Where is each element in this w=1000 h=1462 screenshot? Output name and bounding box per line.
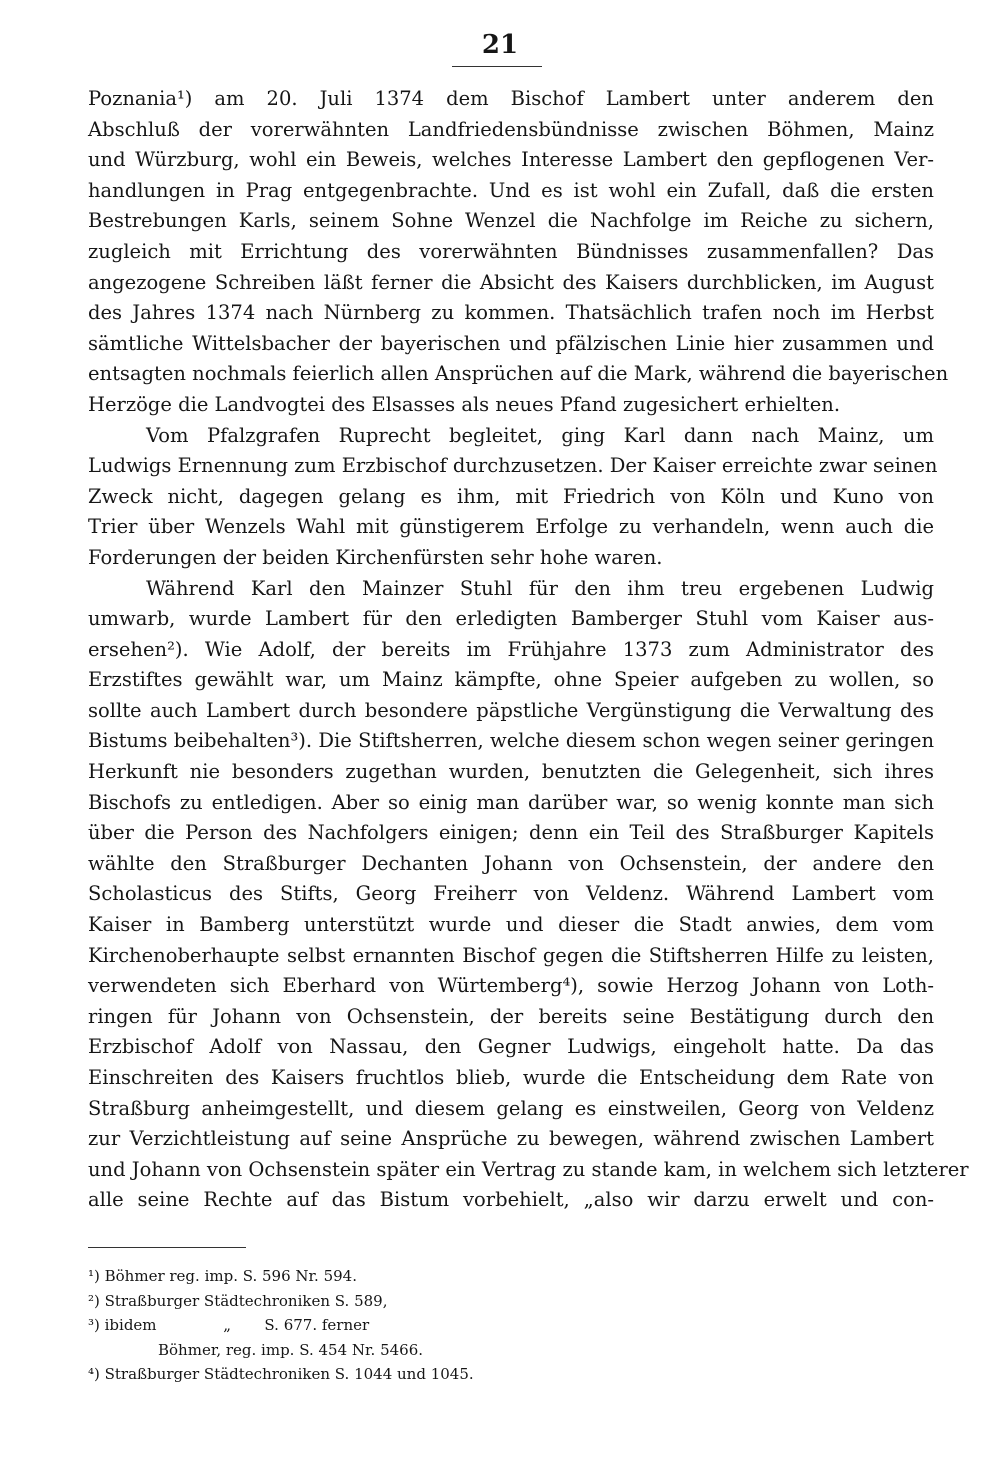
text-line: Bestrebungen Karls, seinem Sohne Wenzel die Nachfolge im Reiche zu sichern, (88, 209, 934, 233)
text-line: Einschreiten des Kaisers fruchtlos blieb, wurde die Entscheidung dem Rate von (88, 1066, 934, 1089)
text-line: Herzöge die Landvogtei des Elsasses als neues Pfand zugesichert erhielten. (88, 392, 841, 416)
footnote: ²) Straßburger Städtechroniken S. 589, (88, 1291, 388, 1310)
text-line: angezogene Schreiben läßt ferner die Absicht des Kaisers durchblicken, im August (88, 270, 934, 294)
text-line: sollte auch Lambert durch besondere päpstliche Vergünstigung die Verwaltung des (88, 698, 934, 722)
footnote: ³) ibidem „ S. 677. ferner (88, 1316, 370, 1335)
text-line: und Johann von Ochsenstein später ein Vertrag zu stande kam, in welchem sich letzterer (88, 1157, 969, 1181)
text-line: Scholasticus des Stifts, Georg Freiherr von Veldenz. Während Lambert vom (88, 882, 934, 906)
text-line: Kaiser in Bamberg unterstützt wurde und dieser die Stadt anwies, dem vom (88, 913, 934, 937)
text-line: Straßburg anheimgestellt, und diesem gelang es einstweilen, Georg von Veldenz (88, 1096, 934, 1120)
text-line: ringen für Johann von Ochsenstein, der bereits seine Bestätigung durch den (88, 1004, 934, 1028)
text-line: Bischofs zu entledigen. Aber so einig man darüber war, so wenig konnte man sich (88, 790, 934, 814)
text-line: wählte den Straßburger Dechanten Johann von Ochsenstein, der andere den (88, 851, 934, 875)
text-line: Vom Pfalzgrafen Ruprecht begleitet, ging Karl dann nach Mainz, um (146, 423, 934, 447)
footnote: ¹) Böhmer reg. imp. S. 596 Nr. 594. (88, 1267, 357, 1285)
text-line: und Würzburg, wohl ein Beweis, welches Interesse Lambert den gepflogenen Ver- (88, 148, 934, 172)
text-line: Forderungen der beiden Kirchenfürsten sehr hohe waren. (88, 545, 663, 569)
text-line: sämtliche Wittelsbacher der bayerischen und pfälzischen Linie hier zusammen und (88, 331, 934, 355)
text-line: Herkunft nie besonders zugethan wurden, benutzten die Gelegenheit, sich ihres (88, 760, 934, 784)
text-line: Erzstiftes gewählt war, um Mainz kämpfte, ohne Speier aufgeben zu wollen, so (88, 668, 934, 692)
text-line: Ludwigs Ernennung zum Erzbischof durchzusetzen. Der Kaiser erreichte zwar seinen (88, 454, 938, 478)
text-line: Trier über Wenzels Wahl mit günstigerem Erfolge zu verhandeln, wenn auch die (88, 515, 934, 539)
text-line: umwarb, wurde Lambert für den erledigten Bamberger Stuhl vom Kaiser aus- (88, 607, 934, 631)
text-line: Während Karl den Mainzer Stuhl für den ihm treu ergebenen Ludwig (146, 576, 934, 600)
text-line: verwendeten sich Eberhard von Würtemberg⁴), sowie Herzog Johann von Loth- (88, 974, 934, 998)
text-line: über die Person des Nachfolgers einigen; denn ein Teil des Straßburger Kapitels (88, 821, 934, 845)
text-line: Abschluß der vorerwähnten Landfriedensbündnisse zwischen Böhmen, Mainz (88, 117, 934, 141)
text-line: Kirchenoberhaupte selbst ernannten Bischof gegen die Stiftsherren Hilfe zu leisten, (88, 943, 934, 967)
text-line: Bistums beibehalten³). Die Stiftsherren, welche diesem schon wegen seiner geringen (88, 729, 934, 753)
header-rule (452, 66, 542, 67)
text-line: handlungen in Prag entgegenbrachte. Und es ist wohl ein Zufall, daß die ersten (88, 178, 934, 202)
text-line: alle seine Rechte auf das Bistum vorbehielt, „also wir darzu erwelt und con- (88, 1188, 934, 1212)
body-text (88, 84, 969, 1216)
text-line: zugleich mit Errichtung des vorerwähnten Bündnisses zusammenfallen? Das (88, 239, 934, 263)
page-number: 21 (481, 30, 519, 60)
footnote: Böhmer, reg. imp. S. 454 Nr. 5466. (158, 1340, 424, 1359)
text-line: zur Verzichtleistung auf seine Ansprüche zu bewegen, während zwischen Lambert (88, 1127, 934, 1151)
footnote-rule (88, 1247, 246, 1248)
text-line: entsagten nochmals feierlich allen Ansprüchen auf die Mark, während die bayerischen (88, 362, 949, 386)
footnotes (88, 1264, 788, 1387)
text-line: Poznania¹) am 20. Juli 1374 dem Bischof Lambert unter anderem den (88, 87, 934, 110)
text-line: des Jahres 1374 nach Nürnberg zu kommen. Thatsächlich trafen noch im Herbst (88, 301, 934, 325)
text-line: ersehen²). Wie Adolf, der bereits im Frühjahre 1373 zum Administrator des (88, 637, 934, 661)
footnote: ⁴) Straßburger Städtechroniken S. 1044 und 1045. (88, 1365, 474, 1384)
text-line: Erzbischof Adolf von Nassau, den Gegner Ludwigs, eingeholt hatte. Da das (88, 1035, 934, 1059)
text-line: Zweck nicht, dagegen gelang es ihm, mit Friedrich von Köln und Kuno von (88, 484, 934, 508)
